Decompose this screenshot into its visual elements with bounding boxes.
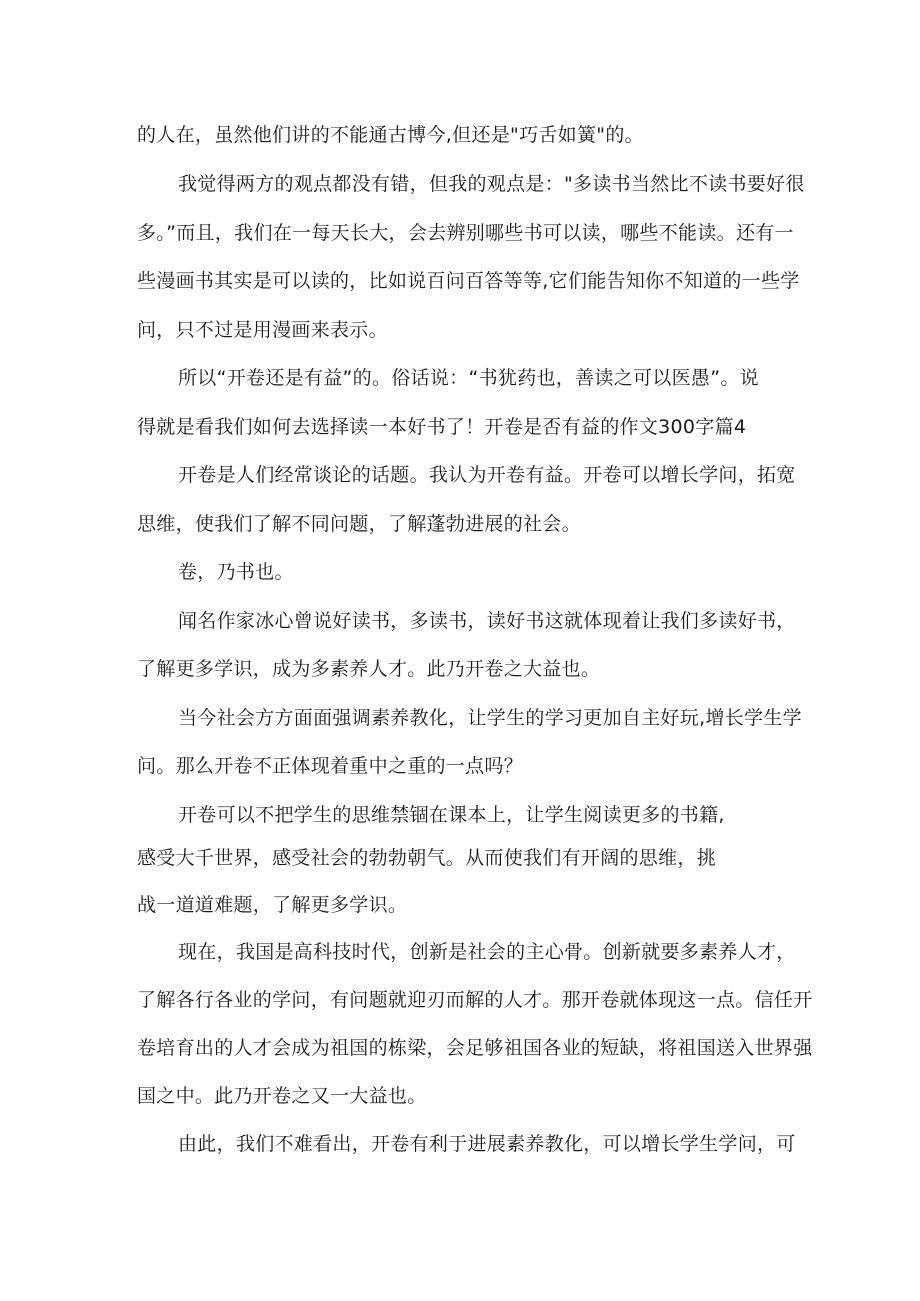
text-line: 的人在，虽然他们讲的不能通古博今,但还是"巧舌如簧"的。	[137, 124, 644, 146]
text-line: 当今社会方方面面强调素养教化，让学生的学习更加自主好玩,增长学生学	[178, 707, 802, 729]
text-line: 国之中。此乃开卷之又一大益也。	[137, 1085, 427, 1107]
text-line: 思维，使我们了解不同问题，了解蓬勃进展的社会。	[137, 513, 581, 535]
text-line: 闻名作家冰心曾说好读书，多读书，读好书这就体现着让我们多读好书，	[178, 610, 796, 632]
text-line: 问，只不过是用漫画来表示。	[137, 319, 388, 341]
text-line: 感受大千世界，感受社会的勃勃朝气。从而使我们有开阔的思维，挑	[137, 847, 717, 869]
text-line: 了解各行各业的学问，有问题就迎刃而解的人才。那开卷就体现这一点。信任开	[137, 989, 813, 1011]
text-line: 开卷是人们经常谈论的话题。我认为开卷有益。开卷可以增长学问，拓宽	[178, 464, 796, 486]
text-line: 战一道道难题，了解更多学识。	[137, 894, 408, 916]
text-line: 问。那么开卷不正体现着重中之重的一点吗？	[137, 755, 524, 777]
text-line: 得就是看我们如何去选择读一本好书了！开卷是否有益的作文300字篇4	[137, 416, 747, 438]
text-line: 了解更多学识，成为多素养人才。此乃开卷之大益也。	[137, 658, 601, 680]
text-line: 卷，乃书也。	[178, 561, 294, 583]
text-line: 卷培育出的人才会成为祖国的栋梁，会足够祖国各业的短缺，将祖国送入世界强	[137, 1037, 813, 1059]
text-line: 所以“开卷还是有益”的。俗话说：“书犹药也，善读之可以医愚”。说	[178, 367, 759, 389]
text-line: 多。”而且，我们在一每天长大，会去辨别哪些书可以读，哪些不能读。还有一	[137, 222, 794, 244]
text-line: 些漫画书其实是可以读的，比如说百问百答等等,它们能告知你不知道的一些学	[137, 270, 800, 292]
text-line: 现在，我国是高科技时代，创新是社会的主心骨。创新就要多素养人才，	[178, 941, 796, 963]
text-line: 我觉得两方的观点都没有错，但我的观点是："多读书当然比不读书要好很	[178, 173, 805, 195]
text-line: 由此，我们不难看出，开卷有利于进展素养教化，可以增长学生学问，可	[178, 1133, 796, 1155]
text-line: 开卷可以不把学生的思维禁锢在课本上，让学生阅读更多的书籍,	[178, 804, 725, 826]
